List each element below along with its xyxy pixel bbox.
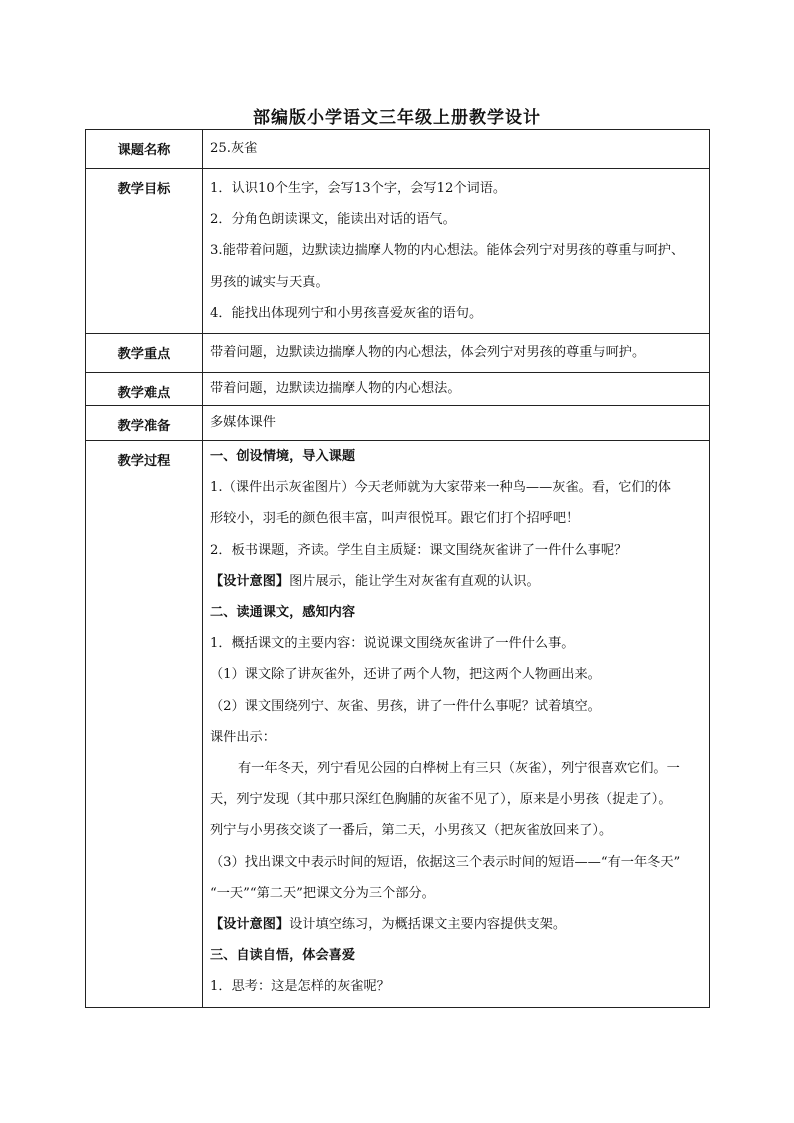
prep-text: 多媒体课件 xyxy=(210,415,276,431)
row-goals xyxy=(86,169,710,334)
key-value xyxy=(203,334,710,373)
topic-label: 课题名称 xyxy=(86,130,203,169)
process-line: 1．思考：这是怎样的灰雀呢？ xyxy=(210,979,390,995)
goal-line: 男孩的诚实与天真。 xyxy=(210,274,329,290)
difficulty-value xyxy=(203,373,710,406)
row-process xyxy=(86,441,710,1008)
process-line: 1.（课件出示灰雀图片）今天老师就为大家带来一种鸟——灰雀。看，它们的体 xyxy=(210,480,671,496)
process-line: 列宁与小男孩交谈了一番后，第二天，小男孩又（把灰雀放回来了）。 xyxy=(210,823,613,839)
topic-value xyxy=(203,130,710,169)
process-line: 课件出示： xyxy=(210,729,276,745)
goal-line: 1．认识10个生字，会写13个字，会写12个词语。 xyxy=(210,181,507,196)
process-line: （3）找出课文中表示时间的短语，依据这三个表示时间的短语——“有一年冬天” xyxy=(210,854,681,870)
process-content xyxy=(203,441,710,1008)
design-intent-text: 设计填空练习，为概括课文主要内容提供支架。 xyxy=(289,917,567,933)
section-heading: 二、读通课文，感知内容 xyxy=(210,605,356,621)
section-heading: 一、创设情境，导入课题 xyxy=(210,449,356,465)
design-intent-line xyxy=(210,566,709,597)
goals-content xyxy=(203,169,710,334)
goal-line: 4．能找出体现列宁和小男孩喜爱灰雀的语句。 xyxy=(210,305,483,321)
prep-label: 教学准备 xyxy=(86,406,203,441)
difficulty-label: 教学难点 xyxy=(86,373,203,406)
process-line: 2．板书课题，齐读。学生自主质疑：课文围绕灰雀讲了一件什么事呢？ xyxy=(210,542,628,558)
goal-line: 3.能带着问题，边默读边揣摩人物的内心想法。能体会列宁对男孩的尊重与呵护、 xyxy=(210,243,685,259)
goals-label: 教学目标 xyxy=(86,169,203,334)
process-line: 形较小，羽毛的颜色很丰富，叫声很悦耳。跟它们打个招呼吧！ xyxy=(210,511,580,527)
design-intent-tag: 【设计意图】 xyxy=(210,917,290,933)
topic-text: 25.灰雀 xyxy=(210,141,258,156)
key-label: 教学重点 xyxy=(86,334,203,373)
process-line: “一天”“第二天”把课文分为三个部分。 xyxy=(210,885,435,901)
process-line: 1．概括课文的主要内容：说说课文围绕灰雀讲了一件什么事。 xyxy=(210,636,575,652)
process-line: 天，列宁发现（其中那只深红色胸脯的灰雀不见了），原来是小男孩（捉走了）。 xyxy=(210,792,672,808)
difficulty-text: 带着问题，边默读边揣摩人物的内心想法。 xyxy=(210,381,461,397)
lesson-plan-table xyxy=(85,129,710,1008)
key-text: 带着问题，边默读边揣摩人物的内心想法，体会列宁对男孩的尊重与呵护。 xyxy=(210,345,646,361)
process-line: 有一年冬天，列宁看见公园的白桦树上有三只（灰雀），列宁很喜欢它们。一 xyxy=(238,761,680,777)
design-intent-tag: 【设计意图】 xyxy=(210,573,290,589)
design-intent-text: 图片展示，能让学生对灰雀有直观的认识。 xyxy=(289,573,540,589)
process-line: （1）课文除了讲灰雀外，还讲了两个人物，把这两个人物画出来。 xyxy=(210,667,601,683)
goal-line: 2．分角色朗读课文，能读出对话的语气。 xyxy=(210,212,456,228)
prep-value xyxy=(203,406,710,441)
document-title: 部编版小学语文三年级上册教学设计 xyxy=(253,108,541,128)
process-line: （2）课文围绕列宁、灰雀、男孩，讲了一件什么事呢？试着填空。 xyxy=(210,698,601,714)
section-heading: 三、自读自悟，体会喜爱 xyxy=(210,948,356,964)
process-label: 教学过程 xyxy=(86,441,203,1008)
row-prep xyxy=(86,406,710,441)
row-key xyxy=(86,334,710,373)
design-intent-line xyxy=(210,909,709,940)
row-difficulty xyxy=(86,373,710,406)
row-topic xyxy=(86,130,710,169)
